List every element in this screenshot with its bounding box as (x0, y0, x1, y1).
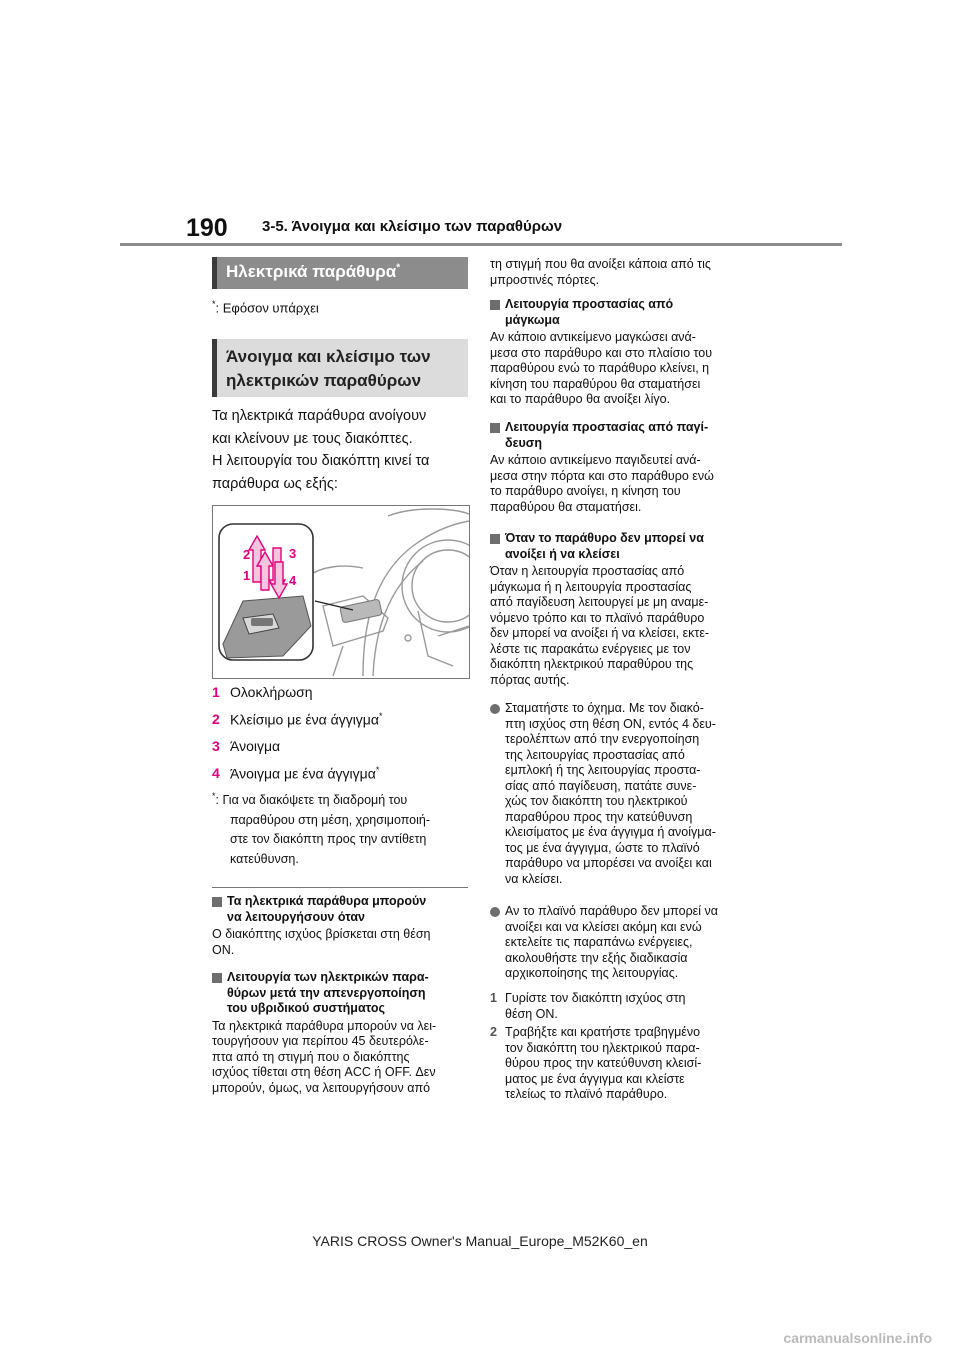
info-heading (490, 420, 750, 451)
body-line: μπροστινές πόρτες. (490, 272, 600, 287)
window-switch-illustration (212, 505, 470, 679)
subsection-header-line: ηλεκτρικών παραθύρων (226, 371, 422, 390)
footnote-one-touch (212, 787, 470, 869)
item-number: 1 (212, 684, 220, 700)
heading-line: ανοίξει ή να κλείσει (505, 546, 620, 561)
body-line: τελείως το πλαϊνό παράθυρο. (505, 1087, 668, 1101)
body-line: παράθυρο να μπορέσει να ανοίξει και (505, 856, 712, 870)
availability-note (212, 299, 319, 315)
item-number: 2 (212, 711, 220, 727)
body-line: διακόπτη ηλεκτρικού παραθύρου της (490, 657, 694, 671)
figure-label-4: 4 (289, 573, 297, 588)
body-line: δεν μπορεί να ανοίξει ή να κλείσει, εκτε- (490, 626, 710, 640)
intro-line: Η λειτουργία του διακόπτη κινεί τα (212, 453, 430, 469)
body-line: Γυρίστε τον διακόπτη ισχύος στη (505, 991, 686, 1005)
body-line: τος με ένα άγγιγμα, ώστε το πλαϊνό (505, 840, 700, 855)
body-line: Τραβήξτε και κρατήστε τραβηγμένο (505, 1025, 701, 1039)
heading-line: μάγκωμα (505, 312, 560, 327)
illustration-svg (213, 506, 469, 678)
heading-line: να λειτουργήσουν όταν (227, 909, 365, 924)
body-line: σίας από παγίδευση, πατάτε συνε- (505, 778, 697, 793)
figure-label-1: 1 (243, 568, 251, 583)
footnote-mark: * (396, 262, 401, 274)
footnote-mark: * (378, 711, 383, 721)
body-line: Όταν η λειτουργία προστασίας από (490, 564, 685, 578)
bullet-item (490, 701, 752, 887)
header-divider (120, 243, 842, 246)
heading-line: Τα ηλεκτρικά παράθυρα μπορούν (227, 894, 427, 908)
body-line: χώς τον διακόπτη του ηλεκτρικού (505, 794, 688, 808)
body-line: μεσα στην πόρτα και στο παράθυρο ενώ (490, 468, 714, 483)
step-number: 2 (490, 1025, 497, 1039)
info-section (490, 420, 750, 515)
list-item (212, 711, 470, 738)
footnote-line: παραθύρου στη μέση, χρησιμοποιή- (230, 812, 431, 827)
info-body (212, 927, 472, 958)
footnote-line: στε τον διακόπτη προς την αντίθετη (230, 832, 427, 847)
body-line: πόρτας αυτής. (490, 672, 570, 687)
body-line: θέση ON. (505, 1006, 558, 1021)
body-line: πτη ισχύος στη θέση ON, εντός 4 δευ- (505, 716, 716, 731)
body-line: ON. (212, 942, 235, 957)
bullet-item (490, 904, 752, 982)
item-text: Άνοιγμα με ένα άγγιγμα (230, 765, 376, 782)
body-line: από παγίδευση λειτουργεί με μη αναμε- (490, 595, 709, 609)
body-line: τερολέπτων από την ενεργοποίηση (505, 732, 700, 746)
body-line: ακολουθήστε την εξής διαδικασία (505, 950, 688, 965)
footnote-mark: * (212, 791, 216, 801)
info-section (490, 297, 750, 408)
operation-list (212, 684, 470, 792)
info-body (212, 1019, 472, 1097)
body-line: μάγκωμα ή η λειτουργία προστασίας (490, 579, 692, 594)
item-text: Άνοιγμα (230, 738, 281, 754)
intro-line: παράθυρα ως εξής: (212, 475, 338, 492)
body-line: μεσα στο παράθυρο και στο πλαίσιο του (490, 345, 713, 360)
body-line: Τα ηλεκτρικά παράθυρα μπορούν να λει- (212, 1018, 437, 1033)
body-line: τουργήσουν για περίπου 45 δευτερόλε- (212, 1034, 429, 1048)
list-item (212, 684, 470, 711)
section-header-power-windows (212, 257, 468, 289)
body-line: να κλείσει. (505, 871, 563, 886)
footnote-mark: * (375, 765, 380, 775)
availability-note-text: : Εφόσον υπάρχει (215, 300, 319, 316)
body-line: Αν κάποιο αντικείμενο μαγκώσει ανά- (490, 330, 696, 344)
page-footer: YARIS CROSS Owner's Manual_Europe_M52K60_en (312, 1233, 648, 1249)
body-line: Αν το πλαϊνό παράθυρο δεν μπορεί να (505, 904, 718, 918)
header-accent-bar (212, 257, 217, 289)
section-header-title: Ηλεκτρικά παράθυρα (226, 262, 397, 281)
body-line: τον διακόπτη του ηλεκτρικού παρα- (505, 1040, 700, 1055)
info-section (212, 894, 472, 958)
heading-line: Λειτουργία των ηλεκτρικών παρα- (227, 970, 429, 984)
body-line: ανοίξει και να κλείσει ακόμη και ενώ (505, 919, 702, 934)
body-line: και το παράθυρο θα ανοίξει λίγο. (490, 392, 671, 406)
info-heading (490, 297, 750, 328)
continued-text (490, 257, 750, 288)
body-line: κλεισίματος με ένα άγγιγμα ή ανοίγμα- (505, 825, 716, 839)
info-heading (490, 531, 750, 562)
watermark: carmanualsonline.info (783, 1330, 932, 1346)
info-body (490, 453, 750, 515)
heading-line: του υβριδικού συστήματος (227, 1001, 386, 1015)
body-line: Αν κάποιο αντικείμενο παγιδευτεί ανά- (490, 453, 701, 467)
body-line: εκτελείτε τις παραπάνω ενέργειες, (505, 935, 693, 949)
body-line: τη στιγμή που θα ανοίξει κάποια από τις (490, 257, 711, 271)
heading-line: δευση (505, 435, 542, 450)
intro-paragraph (212, 405, 470, 495)
figure-label-3: 3 (289, 546, 297, 561)
info-body (490, 564, 750, 688)
list-item (212, 738, 470, 765)
info-body (490, 330, 750, 408)
footnote-mark: * (212, 299, 216, 309)
info-heading (212, 894, 472, 925)
body-line: κίνηση του παραθύρου θα σταματήσει (490, 376, 701, 391)
subsection-header-line: Άνοιγμα και κλείσιμο των (226, 347, 431, 366)
body-line: παραθύρου προς την κατεύθυνση (505, 809, 693, 824)
item-number: 4 (212, 765, 220, 781)
chapter-title: 3-5. Άνοιγμα και κλείσιμο των παραθύρων (262, 218, 563, 235)
heading-line: θύρων μετά την απενεργοποίηση (227, 985, 426, 1000)
body-line: εμπλοκή ή της λειτουργίας προστα- (505, 763, 701, 777)
body-line: νόμενο τρόπο και το πλαϊνό παράθυρο (490, 610, 705, 625)
step-number: 1 (490, 991, 497, 1005)
page-number: 190 (186, 214, 228, 242)
heading-line: Λειτουργία προστασίας από (505, 297, 674, 311)
info-heading (212, 970, 472, 1017)
body-line: της λειτουργίας προστασίας από (505, 747, 685, 762)
intro-line: και κλείνουν με τους διακόπτες. (212, 430, 413, 447)
header-accent-bar (212, 339, 217, 397)
item-text: Κλείσιμο με ένα άγγιγμα (230, 711, 379, 728)
body-line: αρχικοποίησης της λειτουργίας. (505, 966, 679, 980)
step-item (490, 1025, 752, 1103)
item-number: 3 (212, 738, 220, 754)
footnote-line: κατεύθυνση. (230, 851, 299, 866)
footnote-line: : Για να διακόψετε τη διαδρομή του (215, 793, 408, 808)
body-line: το παράθυρο ανοίγει, η κίνηση του (490, 484, 681, 498)
body-line: Ο διακόπτης ισχύος βρίσκεται στη θέση (212, 927, 431, 941)
body-line: πτα από τη στιγμή που ο διακόπτης (212, 1049, 410, 1064)
body-line: παραθύρου θα σταματήσει. (490, 499, 642, 514)
body-line: ισχύος τίθεται στη θέση ACC ή OFF. Δεν (212, 1065, 436, 1079)
body-line: ματος με ένα άγγιγμα και κλείστε (505, 1071, 685, 1086)
info-section (212, 970, 472, 1096)
info-section (490, 531, 750, 688)
intro-line: Τα ηλεκτρικά παράθυρα ανοίγουν (212, 408, 427, 424)
figure-label-2: 2 (243, 547, 251, 562)
section-divider (212, 887, 468, 888)
subsection-header (212, 339, 468, 397)
body-line: θύρου προς την κατεύθυνση κλεισί- (505, 1056, 702, 1070)
body-line: λέστε τις παρακάτω ενέργειες με τον (490, 641, 691, 656)
body-line: μπορούν, όμως, να λειτουργήσουν από (212, 1080, 431, 1095)
heading-line: Όταν το παράθυρο δεν μπορεί να (505, 531, 704, 545)
heading-line: Λειτουργία προστασίας από παγί- (505, 420, 709, 434)
body-line: Σταματήστε το όχημα. Με τον διακό- (505, 701, 704, 715)
step-item (490, 991, 752, 1022)
item-text: Ολοκλήρωση (230, 684, 313, 700)
body-line: παραθύρου ενώ το παράθυρο κλείνει, η (490, 361, 710, 375)
